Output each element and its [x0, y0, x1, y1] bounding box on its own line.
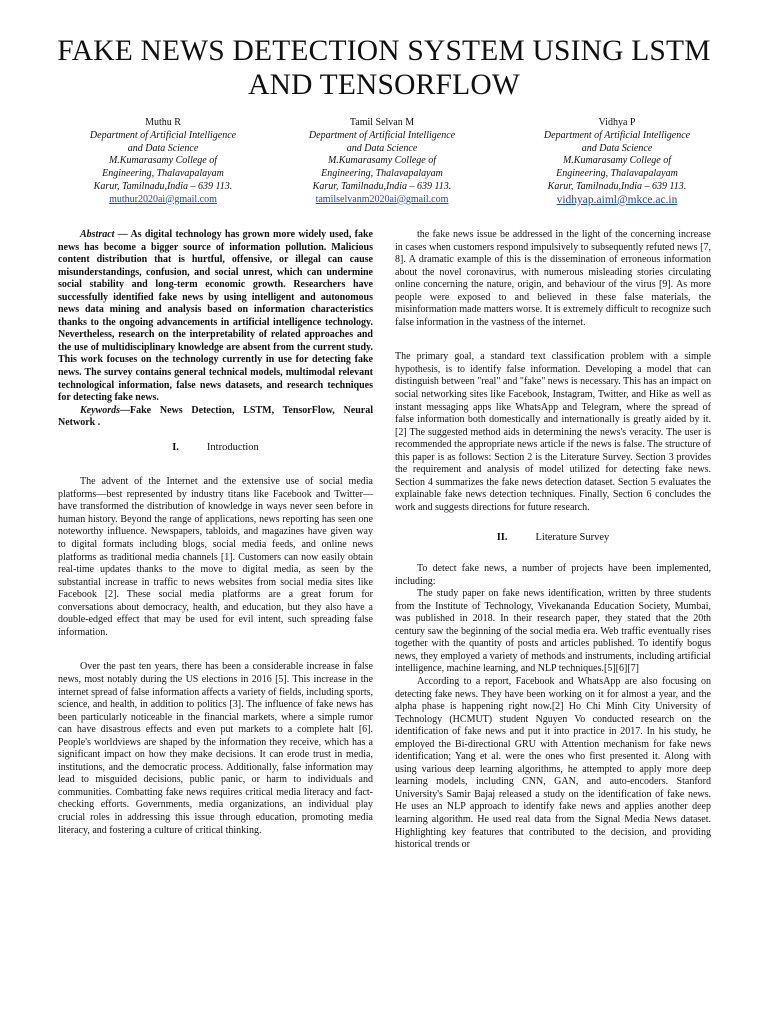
- literature-paragraph-3: According to a report, Facebook and WhatsApp are also focusing on detecting fake news. They have been working on it for almost a year, and the alpha phase is happening right now.[2] Ho Chi Minh City University of Technology (HCMUT) student Nguyen Vo conducted research on the identification of fake news and put it into practice in 2017. In his study, he employed the Bi-directional GRU with Attention mechanism for fake news identification; Yang et al. were the ones who first presented it. Along with using various deep learning algorithms, he attempted to apply more deep learning models, including CNN, GAN, and auto-encoders. Stanford University's Samir Bajaj released a study on the identification of fake news. He uses an NLP approach to identify fake news and applies another deep learning algorithm. He used real data from the Signal Media News dataset. Highlighting key features that contributed to the decision, and providing historical trends or: [395, 675, 711, 851]
- keywords-text: —Fake News Detection, LSTM, TensorFlow, Neural Network .: [58, 404, 373, 429]
- author-block-2: [277, 117, 487, 207]
- body-paragraph-goal: The primary goal, a standard text classification problem with a simple hypothesis, is to identify false information. Developing a model that can distinguish between "real" and "fake" news is necessary. This has an impact on social networking sites like Facebook, Instagram, Twitter, and Hike as well as instant messaging apps like WhatsApp and Telegram, where the spread of false information both domestically and internationally is greatly aided by it.[2] The suggested method aids in determining the news's veracity. The user is recommended the appropriate news article if the news is false. The structure of this paper is as follows: Section 2 is the Literature Survey. Section 3 provides the requirement and analysis of model utilized for detecting fake news. Section 4 summarizes the fake news detection dataset. Section 5 evaluates the explainable fake news detection techniques. Finally, Section 6 concludes the work and suggests directions for future research.: [395, 351, 711, 513]
- literature-paragraph-1: To detect fake news, a number of projects have been implemented, including:: [395, 563, 711, 587]
- author-location: Karur, Tamilnadu,India – 639 113.: [547, 180, 687, 192]
- author-department: Department of Artificial Intelligence: [89, 129, 237, 141]
- section-heading-introduction: [58, 442, 373, 455]
- author-college-2: Engineering, Thalavapalayam: [556, 168, 678, 180]
- author-college-2: Engineering, Thalavapalayam: [321, 168, 443, 180]
- author-name: Tamil Selvan M: [349, 117, 415, 128]
- section-title: Introduction: [206, 441, 259, 453]
- author-college: M.Kumarasamy College of: [327, 155, 437, 167]
- author-college: M.Kumarasamy College of: [562, 155, 672, 167]
- author-department-2: and Data Science: [581, 142, 653, 154]
- author-email-link[interactable]: tamilselvanm2020ai@gmail.com: [315, 193, 449, 205]
- left-column: [58, 229, 373, 837]
- literature-paragraph-2: The study paper on fake news identification, written by three students from the Institute of Technology, Vivekananda Education Society, Mumbai, was published in 2018. In their research paper, they stated that the 20th century saw the beginning of the social media era. Web traffic eventually rises together with the quantity of posts and articles published. To identify bogus news, they employed a variety of methods and instruments, including artificial intelligence, machine learning, and NLP techniques.[5][6][7]: [395, 588, 711, 675]
- author-department-2: and Data Science: [127, 142, 199, 154]
- author-block-1: [58, 117, 268, 207]
- section-title: Literature Survey: [535, 532, 610, 544]
- intro-paragraph-2: Over the past ten years, there has been a considerable increase in false news, most notably during the US elections in 2016 [5]. This increase in the internet spread of false information affects a variety of fields, including sports, science, and health, in addition to politics [3]. The influence of fake news has been particularly noticeable in the financial markets, where a simple rumor can have disastrous effects and even put markets to a complete halt [6]. People's worldviews are shaped by the information they receive, which has a significant impact on how they make decisions. It can erode trust in media, institutions, and the democratic process. Additionally, false information may lead to misguided decisions, public panic, or harm to individuals and communities. Combatting fake news requires critical media literacy and fact-checking efforts. Governments, media organizations, an individual play crucial roles in addressing this issue through education, promoting media literacy, and fostering a culture of critical thinking.: [58, 661, 373, 836]
- section-number: I.: [172, 441, 179, 453]
- abstract-text: — As digital technology has grown more widely used, fake news has become a bigger source of information pollution. Malicious content distribution that is hurtful, offensive, or illegal can cause misunderstandings, confusion, and social unrest, which can undermine social stability and long-term economic growth. Researchers have successfully identified fake news by using intelligent and autonomous news data mining and analysis based on information characteristics thanks to the ongoing advancements in artificial intelligence technology. Nevertheless, research on the interpretability of related approaches and the use of multidisciplinary knowledge are absent from the current study. This work focuses on the technology currently in use for detecting fake news. The survey contains general technical models, multimodal relevant technological information, false news datasets, and research techniques for detecting fake news.: [58, 229, 373, 404]
- intro-paragraph-1: The advent of the Internet and the extensive use of social media platforms—best represented by industry titans like Facebook and Twitter—have transformed the distribution of knowledge in ways never seen before in human history. Beyond the range of applications, news reporting has seen one noteworthy influence. Newspapers, tabloids, and magazines have given way to digital formats including blogs, social media feeds, and online news platforms as traditional media channels [1]. Customers can now easily obtain real-time updates thanks to the move to digital media, as seen by the substantial increase in traffic to news websites from social media sites like Facebook [2]. These social media platforms are a great forum for conversations about democracy, health, and education, but they also have a double-edged effect that may be used for evil intent, such spreading false information.: [58, 476, 373, 638]
- author-block-3: [512, 117, 722, 207]
- author-location: Karur, Tamilnadu,India – 639 113.: [93, 180, 233, 192]
- keywords-label: Keywords: [80, 404, 120, 416]
- abstract-label: Abstract: [80, 229, 115, 240]
- author-name: Muthu R: [145, 117, 181, 128]
- keywords-paragraph: [58, 405, 373, 430]
- author-email-link[interactable]: muthur2020ai@gmail.com: [109, 193, 217, 205]
- author-department-2: and Data Science: [346, 142, 418, 154]
- author-college: M.Kumarasamy College of: [108, 155, 218, 167]
- author-college-2: Engineering, Thalavapalayam: [102, 168, 224, 180]
- author-name: Vidhya P: [598, 117, 636, 128]
- paper-title: FAKE NEWS DETECTION SYSTEM USING LSTM AND TENSORFLOW: [57, 35, 711, 101]
- body-paragraph-continued: the fake news issue be addressed in the light of the concerning increase in cases when customers respond impulsively to subsequently refuted news [7, 8]. A dramatic example of this is the dissemination of erroneous information about the novel coronavirus, with numerous misleading stories circulating online concerning the nature, origin, and behaviour of the virus [9]. As more people were exposed to and believed in these false materials, the misinformation made matters worse. It is extremely difficult to recognize such false information in the vastness of the internet.: [395, 229, 711, 328]
- author-location: Karur, Tamilnadu,India – 639 113.: [312, 180, 452, 192]
- author-department: Department of Artificial Intelligence: [308, 129, 456, 141]
- section-number: II.: [496, 532, 508, 544]
- author-email-link[interactable]: vidhyap.aiml@mkce.ac.in: [556, 193, 678, 206]
- section-heading-literature-survey: [395, 532, 711, 545]
- author-department: Department of Artificial Intelligence: [543, 129, 691, 141]
- right-column: [395, 229, 711, 852]
- abstract-paragraph: [58, 229, 373, 405]
